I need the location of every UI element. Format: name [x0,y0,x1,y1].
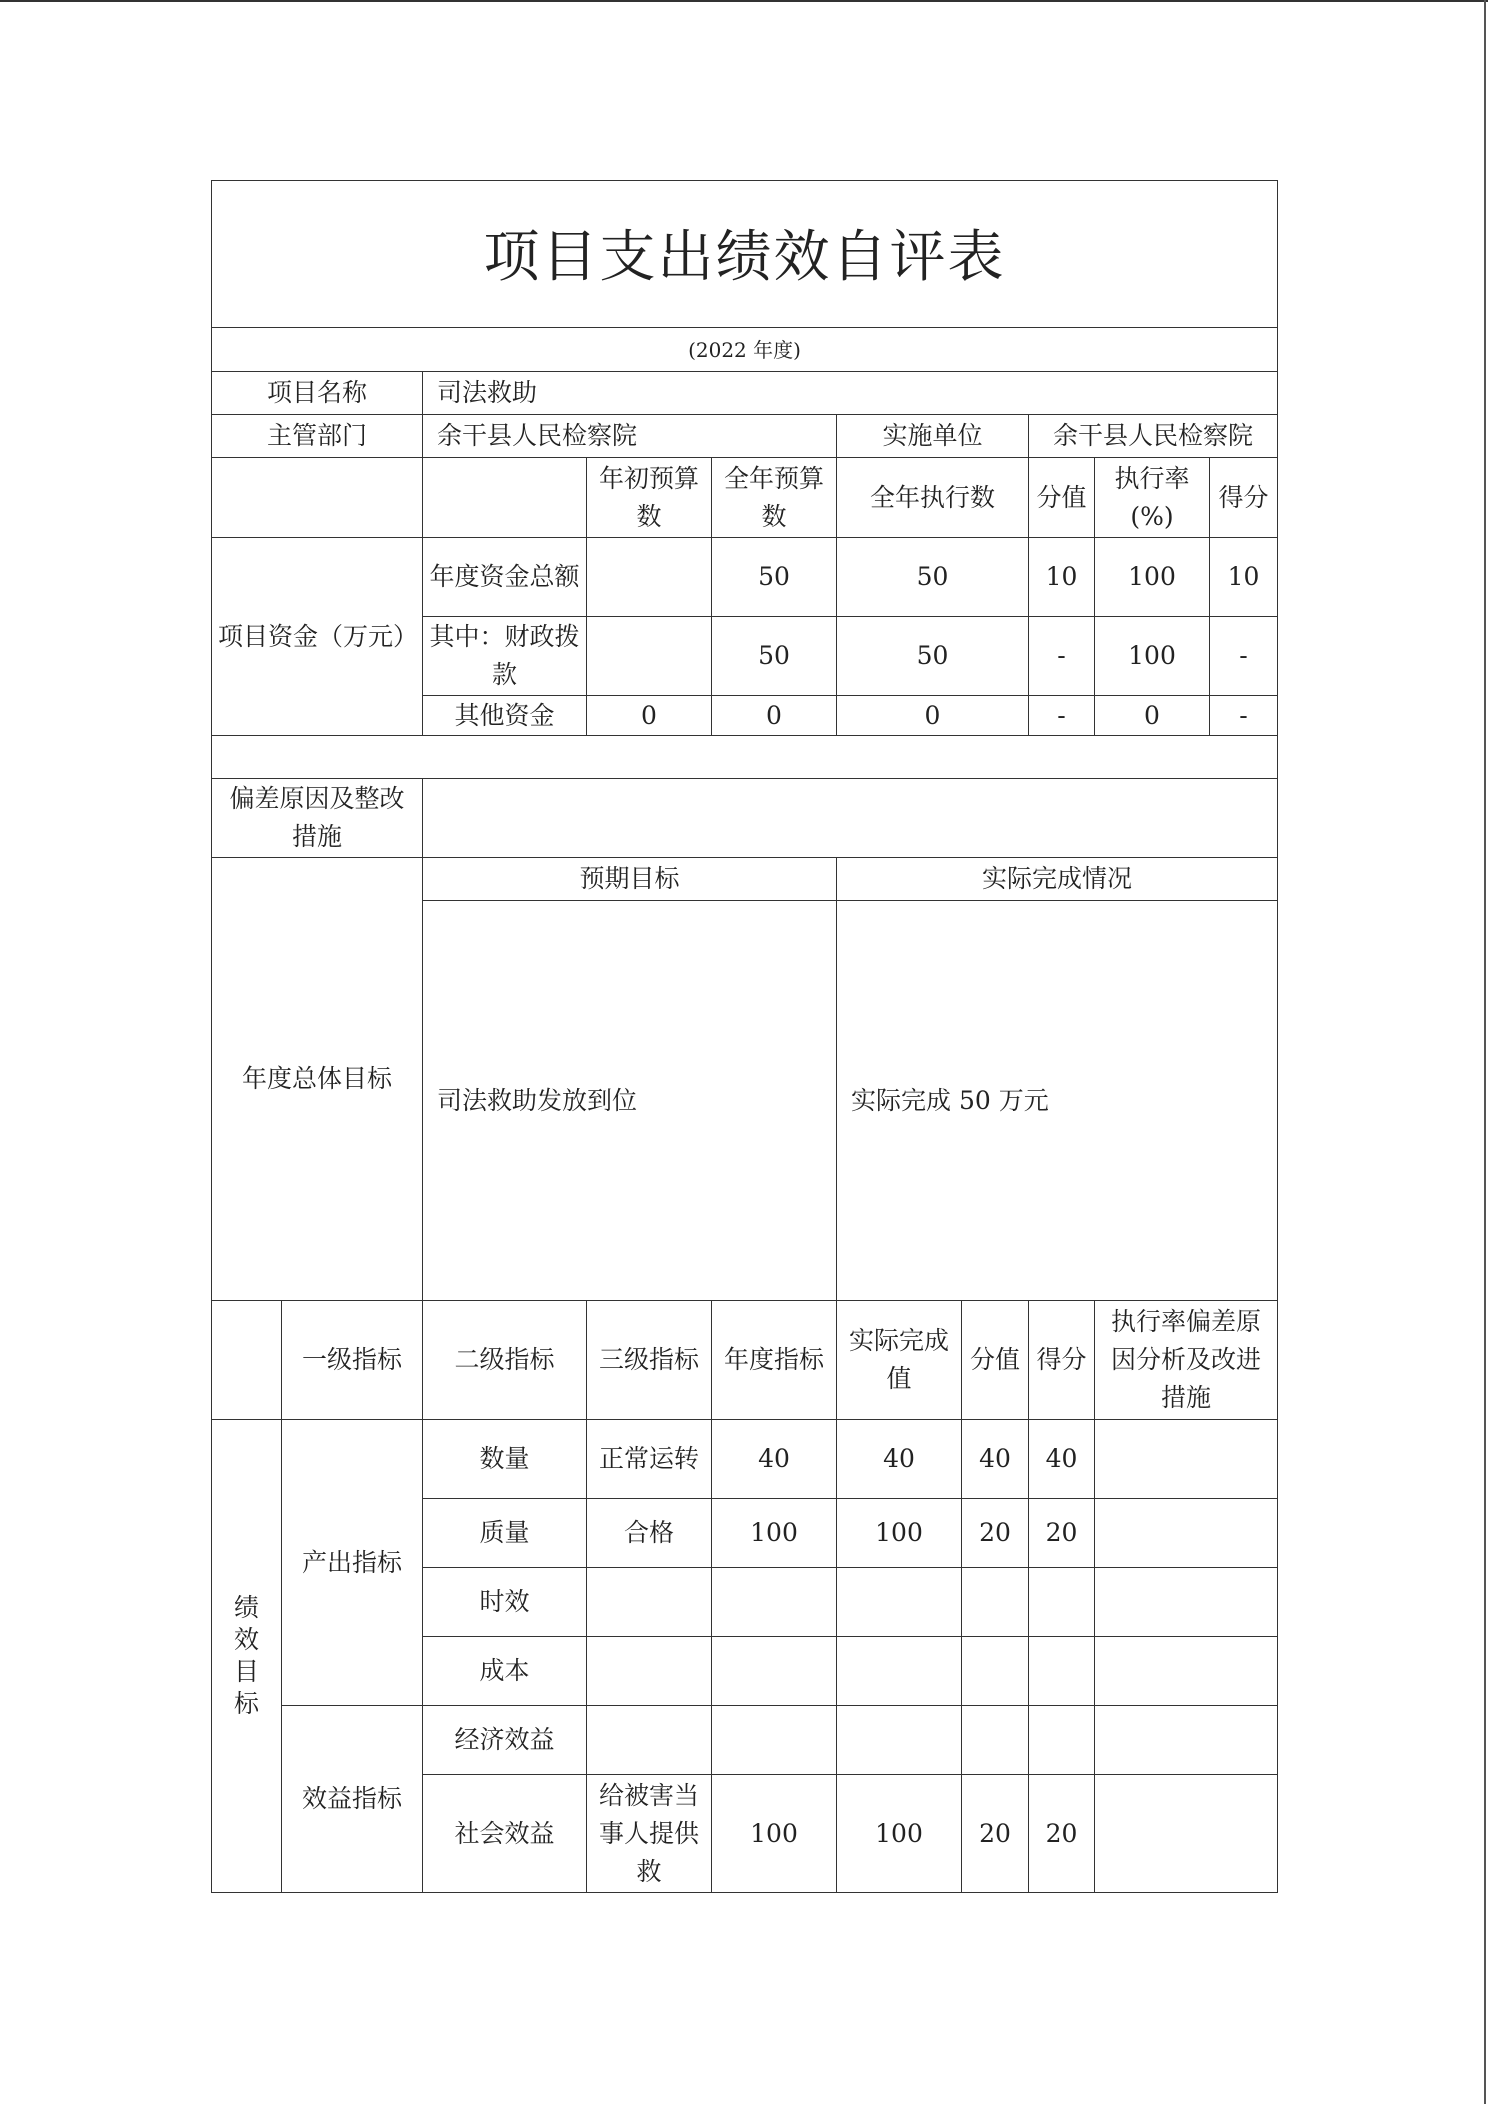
funds-header-blank-2 [423,458,587,538]
funds-points: - [1029,617,1095,696]
funds-annual: 0 [712,696,837,736]
level3-cell [587,1568,712,1637]
level3-cell [587,1637,712,1706]
points-header: 分值 [962,1301,1029,1420]
evaluation-table [211,180,1278,1893]
note-cell [1095,1420,1278,1499]
funds-label: 项目资金（万元） [212,538,423,736]
target-cell: 100 [712,1499,837,1568]
level3-cell: 正常运转 [587,1420,712,1499]
target-cell [712,1706,837,1775]
level2-header: 二级指标 [423,1301,587,1420]
actual-value-header: 实际完成值 [837,1301,962,1420]
funds-rate: 0 [1095,696,1210,736]
funds-rate: 100 [1095,538,1210,617]
funds-executed: 0 [837,696,1029,736]
actual-cell: 100 [837,1775,962,1893]
funds-initial [587,617,712,696]
funds-row-label: 其中：财政拨款 [423,617,587,696]
funds-executed: 50 [837,617,1029,696]
exec-rate-header: 执行率(%) [1095,458,1210,538]
funds-header-blank [212,458,423,538]
annual-target-header: 年度指标 [712,1301,837,1420]
deviation-label: 偏差原因及整改措施 [212,779,423,858]
perf-goal-label: 绩效目标 [212,1420,282,1893]
unit-value: 余干县人民检察院 [1029,415,1278,458]
level2-cell: 成本 [423,1637,587,1706]
note-cell [1095,1706,1278,1775]
funds-annual: 50 [712,617,837,696]
level3-header: 三级指标 [587,1301,712,1420]
page-top-border [0,0,1488,2]
page-right-border [1484,0,1486,2104]
score-cell: 40 [1029,1420,1095,1499]
indicator-header-blank [212,1301,282,1420]
benefit-indicator-label: 效益指标 [282,1706,423,1893]
funds-initial [587,538,712,617]
actual-goal-value: 实际完成 50 万元 [837,901,1278,1301]
deviation-value [423,779,1278,858]
level3-cell: 给被害当事人提供救 [587,1775,712,1893]
actual-cell [837,1637,962,1706]
level2-cell: 质量 [423,1499,587,1568]
executed-header: 全年执行数 [837,458,1029,538]
actual-cell: 40 [837,1420,962,1499]
funds-score: - [1210,617,1278,696]
points-cell [962,1568,1029,1637]
points-cell: 20 [962,1775,1029,1893]
spacer-row [212,736,1278,779]
note-cell [1095,1775,1278,1893]
deviation-header: 执行率偏差原因分析及改进措施 [1095,1301,1278,1420]
score-header: 得分 [1210,458,1278,538]
score-cell: 20 [1029,1775,1095,1893]
note-cell [1095,1637,1278,1706]
actual-cell [837,1568,962,1637]
actual-cell [837,1706,962,1775]
level2-cell: 数量 [423,1420,587,1499]
annual-goal-label: 年度总体目标 [212,858,423,1301]
unit-label: 实施单位 [837,415,1029,458]
funds-points: 10 [1029,538,1095,617]
funds-row-label: 年度资金总额 [423,538,587,617]
project-name-value: 司法救助 [423,372,1278,415]
note-cell [1095,1568,1278,1637]
annual-budget-header: 全年预算数 [712,458,837,538]
points-header: 分值 [1029,458,1095,538]
expected-goal-value: 司法救助发放到位 [423,901,837,1301]
score-header: 得分 [1029,1301,1095,1420]
target-cell [712,1637,837,1706]
actual-cell: 100 [837,1499,962,1568]
funds-score: - [1210,696,1278,736]
level3-cell: 合格 [587,1499,712,1568]
report-year: (2022 年度) [212,328,1278,372]
funds-row-label: 其他资金 [423,696,587,736]
score-cell [1029,1568,1095,1637]
funds-rate: 100 [1095,617,1210,696]
points-cell [962,1706,1029,1775]
page-title: 项目支出绩效自评表 [212,181,1278,328]
level3-cell [587,1706,712,1775]
funds-initial: 0 [587,696,712,736]
target-cell [712,1568,837,1637]
funds-score: 10 [1210,538,1278,617]
score-cell [1029,1706,1095,1775]
project-name-label: 项目名称 [212,372,423,415]
dept-label: 主管部门 [212,415,423,458]
initial-budget-header: 年初预算数 [587,458,712,538]
score-cell: 20 [1029,1499,1095,1568]
actual-goal-header: 实际完成情况 [837,858,1278,901]
points-cell: 40 [962,1420,1029,1499]
target-cell: 40 [712,1420,837,1499]
funds-executed: 50 [837,538,1029,617]
note-cell [1095,1499,1278,1568]
evaluation-sheet [211,180,1277,1893]
dept-value: 余干县人民检察院 [423,415,837,458]
level2-cell: 时效 [423,1568,587,1637]
score-cell [1029,1637,1095,1706]
target-cell: 100 [712,1775,837,1893]
level2-cell: 经济效益 [423,1706,587,1775]
level2-cell: 社会效益 [423,1775,587,1893]
points-cell [962,1637,1029,1706]
points-cell: 20 [962,1499,1029,1568]
expected-goal-header: 预期目标 [423,858,837,901]
funds-points: - [1029,696,1095,736]
level1-header: 一级指标 [282,1301,423,1420]
output-indicator-label: 产出指标 [282,1420,423,1706]
funds-annual: 50 [712,538,837,617]
